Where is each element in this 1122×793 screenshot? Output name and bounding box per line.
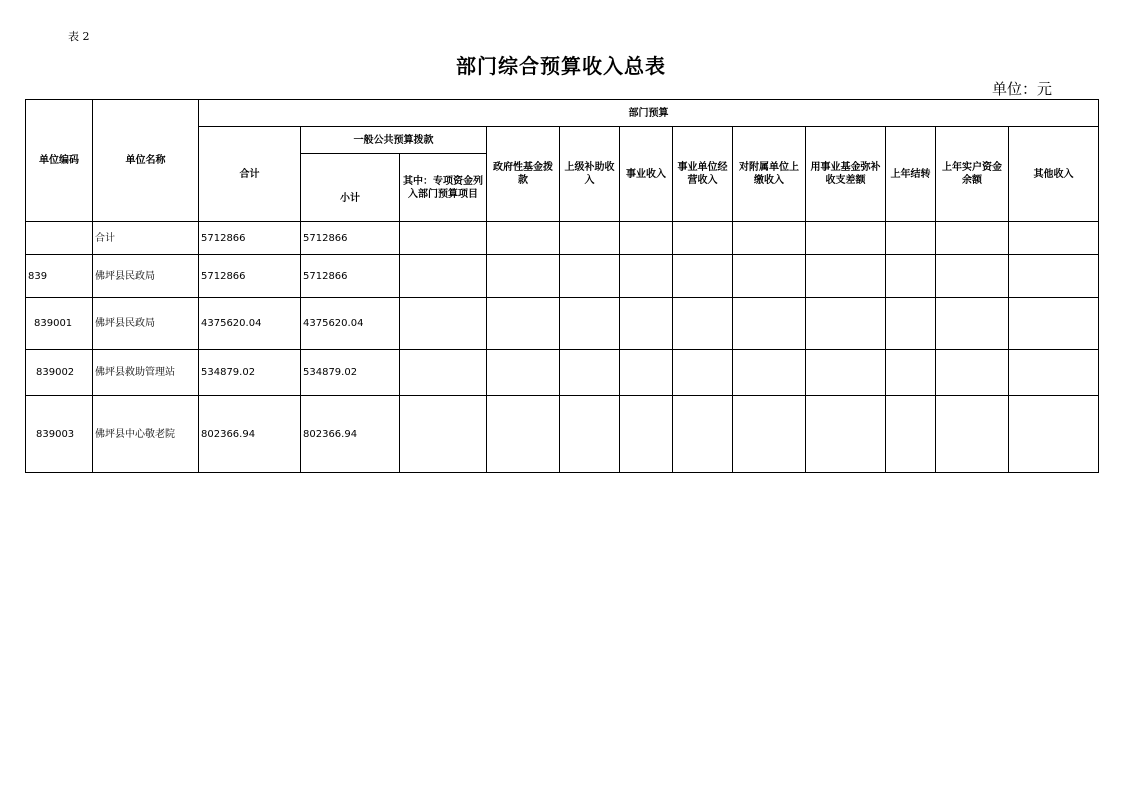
header-business-operating: 事业单位经营收入 bbox=[673, 127, 733, 222]
row-total: 4375620.04 bbox=[199, 298, 301, 350]
page-title: 部门综合预算收入总表 bbox=[456, 54, 666, 78]
row-name: 佛坪县中心敬老院 bbox=[93, 396, 199, 473]
row-total: 5712866 bbox=[199, 222, 301, 255]
row-name: 佛坪县救助管理站 bbox=[93, 350, 199, 396]
header-prior-balance: 上年实户资金余额 bbox=[936, 127, 1009, 222]
header-carryover: 上年结转 bbox=[886, 127, 936, 222]
header-special-funds: 其中：专项资金列入部门预算项目 bbox=[400, 154, 487, 222]
row-code bbox=[26, 222, 93, 255]
row-subtotal: 4375620.04 bbox=[301, 298, 400, 350]
row-subtotal: 5712866 bbox=[301, 222, 400, 255]
row-subtotal: 802366.94 bbox=[301, 396, 400, 473]
header-dept-budget: 部门预算 bbox=[199, 100, 1099, 127]
table-row bbox=[26, 222, 1099, 255]
row-code: 839 bbox=[26, 255, 93, 298]
row-subtotal: 534879.02 bbox=[301, 350, 400, 396]
header-gov-fund: 政府性基金拨款 bbox=[487, 127, 560, 222]
row-subtotal: 5712866 bbox=[301, 255, 400, 298]
table-row bbox=[26, 350, 1099, 396]
row-name: 佛坪县民政局 bbox=[93, 255, 199, 298]
row-total: 534879.02 bbox=[199, 350, 301, 396]
header-fund-offset: 用事业基金弥补收支差额 bbox=[806, 127, 886, 222]
row-name: 合计 bbox=[93, 222, 199, 255]
table-row bbox=[26, 298, 1099, 350]
header-business-income: 事业收入 bbox=[620, 127, 673, 222]
header-other-income: 其他收入 bbox=[1009, 127, 1099, 222]
unit-label: 单位：元 bbox=[992, 80, 1053, 98]
row-code: 839001 bbox=[26, 298, 93, 350]
header-unit-name: 单位名称 bbox=[93, 100, 199, 222]
table-row bbox=[26, 396, 1099, 473]
header-superior-subsidy: 上级补助收入 bbox=[560, 127, 620, 222]
budget-revenue-table bbox=[25, 99, 1099, 473]
row-code: 839002 bbox=[26, 350, 93, 396]
header-general-public-budget: 一般公共预算拨款 bbox=[301, 127, 487, 154]
row-total: 802366.94 bbox=[199, 396, 301, 473]
table-row bbox=[26, 255, 1099, 298]
header-subtotal: 小计 bbox=[301, 154, 400, 222]
row-name: 佛坪县民政局 bbox=[93, 298, 199, 350]
row-total: 5712866 bbox=[199, 255, 301, 298]
table-number-label: 表 2 bbox=[68, 30, 90, 43]
header-affiliated-payment: 对附属单位上缴收入 bbox=[733, 127, 806, 222]
header-unit-code: 单位编码 bbox=[26, 100, 93, 222]
row-code: 839003 bbox=[26, 396, 93, 473]
header-total: 合计 bbox=[199, 127, 301, 222]
